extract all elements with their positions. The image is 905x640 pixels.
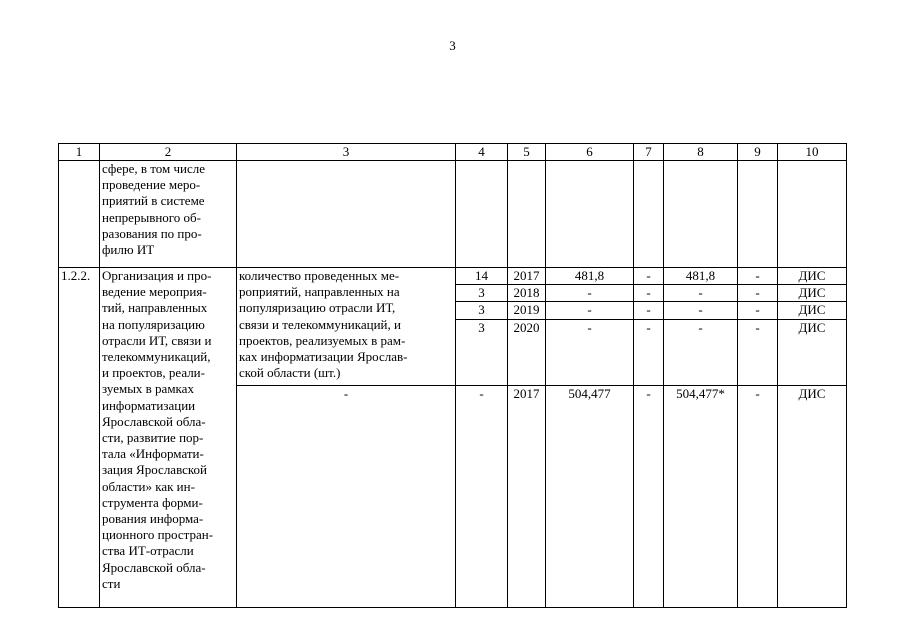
item-name: Организация и про- ведение мероприя- тий, направленных на популяризацию отрасли ИТ, связи и телекоммуникаций, и проектов, реали- зуемых в рамках информатизации Ярославской обла- сти, развитие пор- тала «Информати- зация Ярославской области» как ин- струмента форми- рования информа- ционного простран- ства ИТ-отрасли Ярославской обла- сти	[100, 268, 237, 608]
other-funding: -	[738, 319, 778, 385]
header-cell: 5	[508, 144, 546, 161]
regional-funding: -	[664, 302, 738, 319]
executor: ДИС	[778, 302, 847, 319]
table-cell	[237, 161, 456, 268]
total-funding: 504,477	[546, 385, 634, 607]
year: 2020	[508, 319, 546, 385]
header-cell: 10	[778, 144, 847, 161]
table-cell	[634, 161, 664, 268]
table-cell	[456, 161, 508, 268]
target-value: 3	[456, 319, 508, 385]
year: 2017	[508, 268, 546, 285]
table-cell	[738, 161, 778, 268]
table-cell	[546, 161, 634, 268]
indicator-empty: -	[237, 385, 456, 607]
regional-funding: 481,8	[664, 268, 738, 285]
header-cell: 3	[237, 144, 456, 161]
federal-funding: -	[634, 302, 664, 319]
header-cell: 1	[59, 144, 100, 161]
federal-funding: -	[634, 285, 664, 302]
executor: ДИС	[778, 268, 847, 285]
federal-funding: -	[634, 385, 664, 607]
year: 2018	[508, 285, 546, 302]
header-cell: 7	[634, 144, 664, 161]
regional-funding: -	[664, 319, 738, 385]
year: 2019	[508, 302, 546, 319]
other-funding: -	[738, 285, 778, 302]
item-indicator: количество проведенных ме- роприятий, направленных на популяризацию отрасли ИТ, связи и телекоммуникаций, и проектов, реализуемых в рам- ках информатизации Ярослав- ской области (шт.)	[237, 268, 456, 386]
item-code: 1.2.2.	[59, 268, 100, 608]
table-row	[59, 268, 847, 285]
total-funding: -	[546, 285, 634, 302]
executor: ДИС	[778, 385, 847, 607]
header-cell: 6	[546, 144, 634, 161]
total-funding: -	[546, 302, 634, 319]
header-cell: 4	[456, 144, 508, 161]
table-cell	[59, 161, 100, 268]
table-cell	[508, 161, 546, 268]
federal-funding: -	[634, 319, 664, 385]
other-funding: -	[738, 302, 778, 319]
other-funding: -	[738, 385, 778, 607]
target-value: 3	[456, 285, 508, 302]
regional-funding: 504,477*	[664, 385, 738, 607]
table-cell	[100, 161, 237, 268]
target-value: -	[456, 385, 508, 607]
program-table	[58, 143, 847, 608]
total-funding: -	[546, 319, 634, 385]
continuation-row	[59, 161, 847, 268]
header-row	[59, 144, 847, 161]
table-cell	[778, 161, 847, 268]
total-funding: 481,8	[546, 268, 634, 285]
header-cell: 8	[664, 144, 738, 161]
header-cell: 9	[738, 144, 778, 161]
executor: ДИС	[778, 319, 847, 385]
regional-funding: -	[664, 285, 738, 302]
executor: ДИС	[778, 285, 847, 302]
year: 2017	[508, 385, 546, 607]
target-value: 3	[456, 302, 508, 319]
target-value: 14	[456, 268, 508, 285]
other-funding: -	[738, 268, 778, 285]
page-number: 3	[449, 38, 456, 53]
federal-funding: -	[634, 268, 664, 285]
continuation-text: сфере, в том числе проведение меро- приятий в системе непрерывного об- разования по про- филю ИТ	[102, 161, 206, 258]
header-cell: 2	[100, 144, 237, 161]
table-cell	[664, 161, 738, 268]
